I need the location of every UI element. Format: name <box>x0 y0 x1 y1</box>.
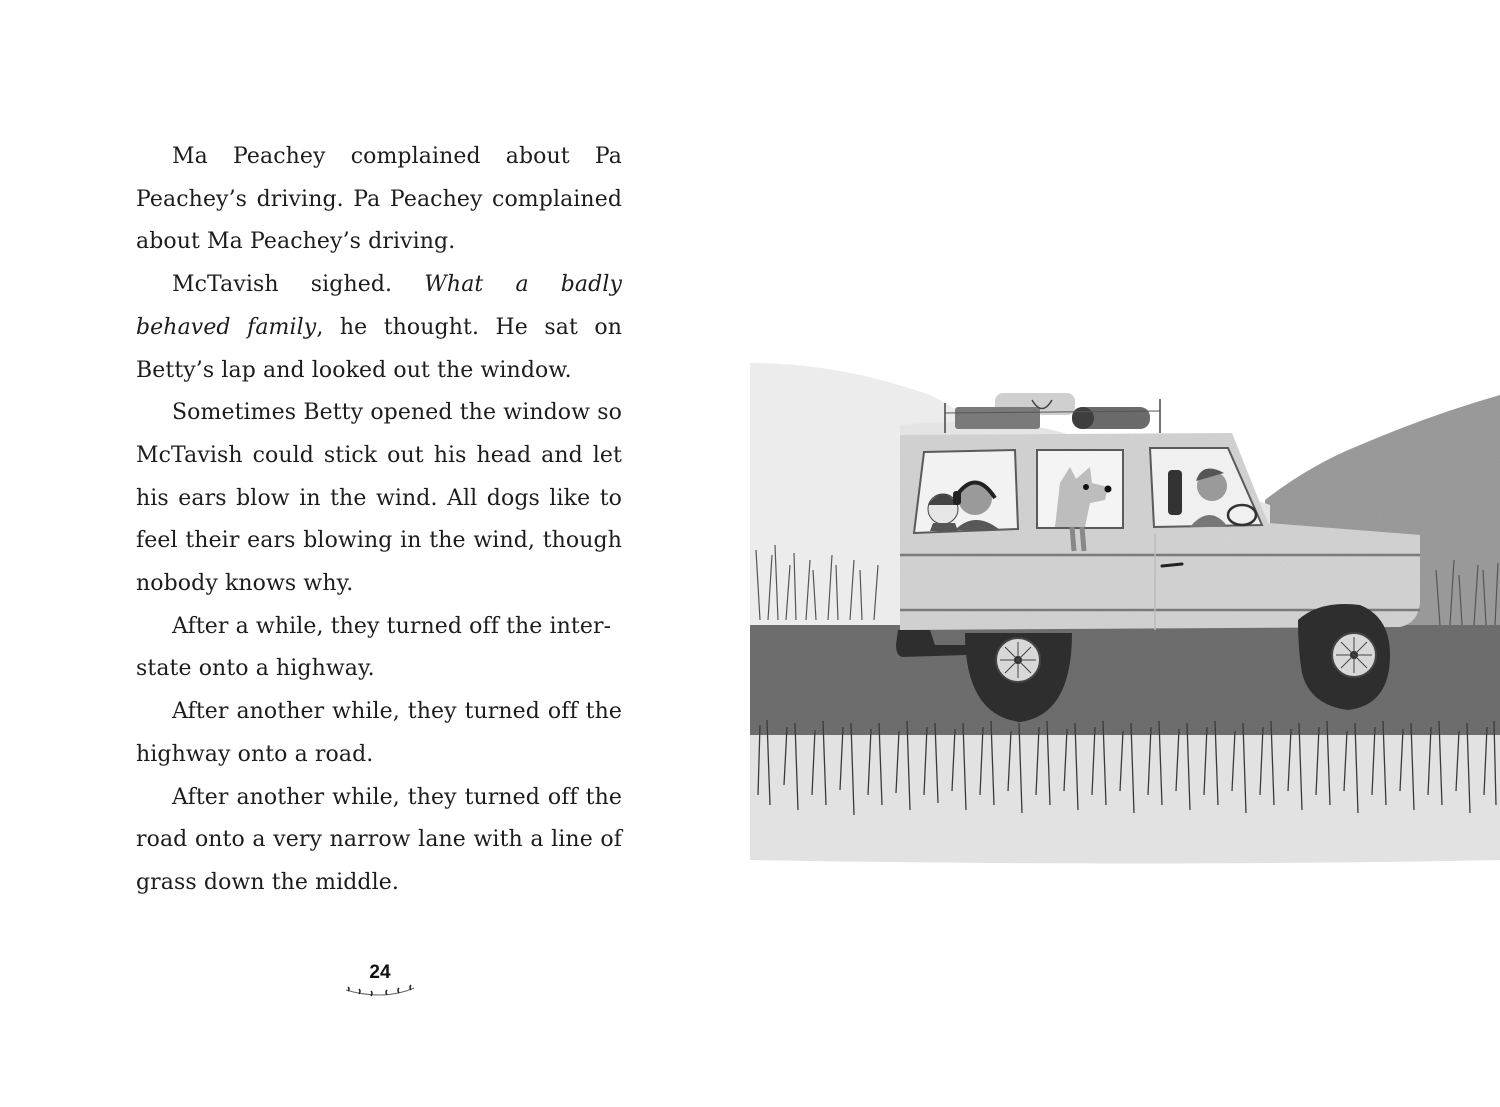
paragraph-4 <box>136 606 622 691</box>
paragraph-2-italic-thought: What a badly behaved family <box>136 272 622 340</box>
page-number-folio <box>340 962 420 1002</box>
paragraph-2-text-a: McTavish sighed. <box>172 272 425 298</box>
paragraph-4-text-a: After a while, they turned off the inter‑ <box>172 613 612 639</box>
paragraph-2-text-b: , he thought. He sat on Betty’s lap and looked out the window. <box>136 314 622 383</box>
paragraph-4-text-b: state onto a highway. <box>136 656 375 682</box>
paragraph-2 <box>136 264 622 392</box>
paragraph-1 <box>136 136 622 264</box>
vine-ornament-icon <box>342 984 418 998</box>
paragraph-5 <box>136 691 622 776</box>
paragraph-1-text: Ma Peachey complained about Pa Peachey’s driving. Pa Peachey complained about Ma Peachey’s driving. <box>136 144 622 255</box>
paragraph-5-text: After another while, they turned off the highway onto a road. <box>136 699 622 767</box>
paragraph-6 <box>136 777 622 905</box>
foreground-ground <box>750 735 1500 864</box>
paragraph-3 <box>136 392 622 606</box>
door-handle <box>1162 564 1182 566</box>
illustration-svg <box>750 355 1500 865</box>
car-trip-illustration <box>750 355 1500 865</box>
story-text <box>136 136 622 905</box>
paragraph-3-text: Sometimes Betty opened the window so McTavish could stick out his head and let his ears blow in the wind. All dogs like to feel their ears blowing in the wind, though nobody knows why. <box>136 400 622 597</box>
page-number: 24 <box>369 962 391 983</box>
paragraph-6-text: After another while, they turned off the road onto a very narrow lane with a line of grass down the middle. <box>136 784 622 895</box>
roof-luggage <box>945 393 1160 433</box>
